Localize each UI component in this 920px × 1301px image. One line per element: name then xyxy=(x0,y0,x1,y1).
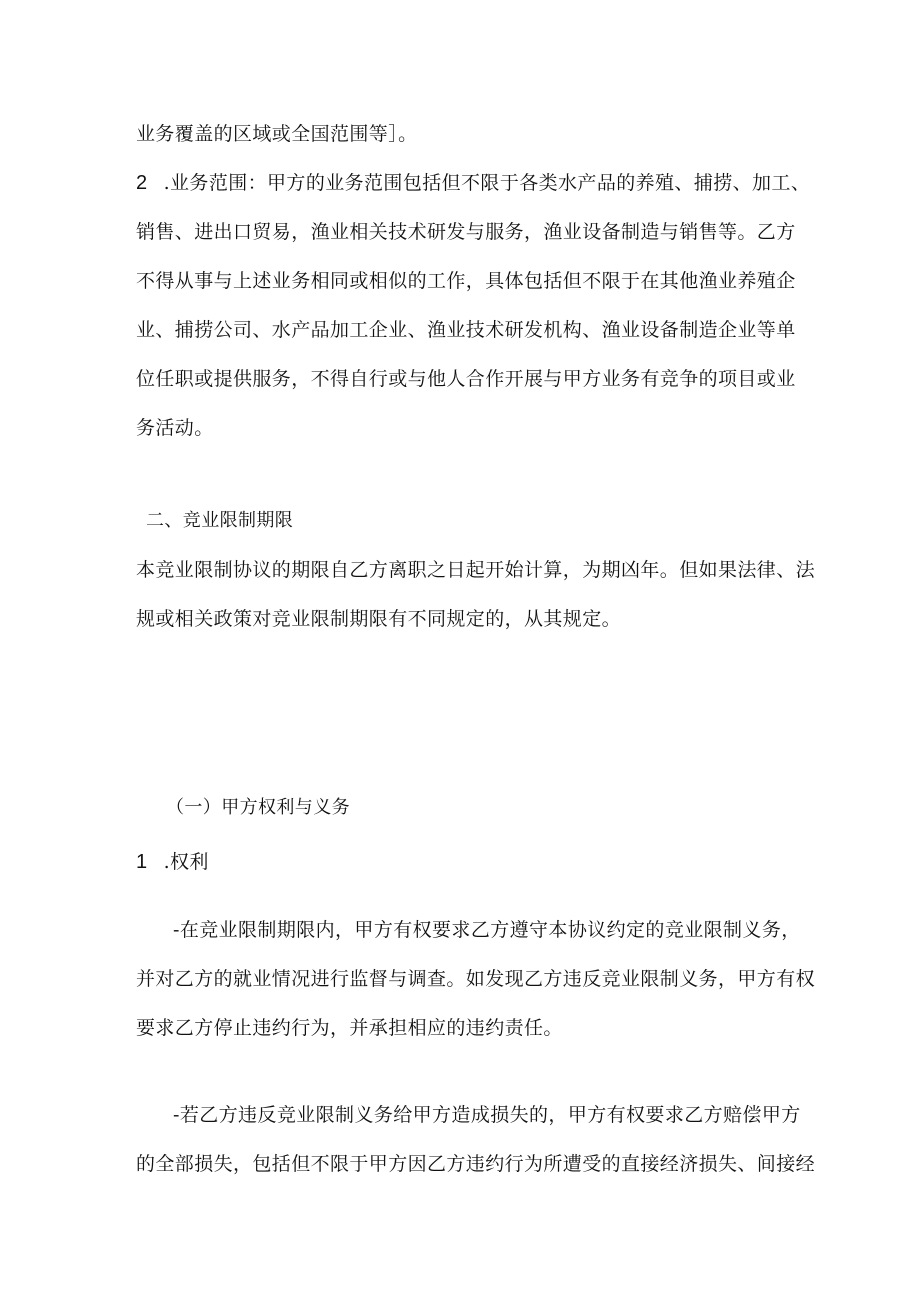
section-heading-party-a: （一）甲方权利与义务 xyxy=(166,797,350,818)
section-heading-term: 二、竞业限制期限 xyxy=(146,510,294,531)
business-scope-line-4: 业、捕捞公司、水产品加工企业、渔业技术研发机构、渔业设备制造企业等单 xyxy=(136,319,796,341)
rights-para1-line-2: 并对乙方的就业情况进行监督与调查。如发现乙方违反竞业限制义务，甲方有权 xyxy=(136,968,816,990)
rights-para2-line-2: 的全部损失，包括但不限于甲方因乙方违约行为所遭受的直接经济损失、间接经 xyxy=(136,1153,816,1175)
term-line-2: 规或相关政策对竞业限制期限有不同规定的，从其规定。 xyxy=(136,608,622,630)
rights-title: .权利 xyxy=(163,851,209,873)
rights-heading xyxy=(136,850,209,874)
item-number: 2 xyxy=(136,172,148,194)
rights-para1-line-3: 要求乙方停止违约行为，并承担相应的违约责任。 xyxy=(136,1017,563,1039)
term-line-1: 本竞业限制协议的期限自乙方离职之日起开始计算，为期凶年。但如果法律、法 xyxy=(136,559,816,581)
rights-para2-line-1: -若乙方违反竞业限制义务给甲方造成损失的，甲方有权要求乙方赔偿甲方 xyxy=(173,1104,801,1126)
business-scope-line-2: 销售、进出口贸易，渔业相关技术研发与服务，渔业设备制造与销售等。乙方 xyxy=(136,221,796,243)
business-scope-line-3: 不得从事与上述业务相同或相似的工作，具体包括但不限于在其他渔业养殖企 xyxy=(136,270,796,292)
business-scope-line-5: 位任职或提供服务，不得自行或与他人合作开展与甲方业务有竞争的项目或业 xyxy=(136,368,796,390)
item-text: .业务范围：甲方的业务范围包括但不限于各类水产品的养殖、捕捞、加工、 xyxy=(163,172,811,194)
rights-number: 1 xyxy=(136,851,148,873)
scope-tail-line: 业务覆盖的区域或全国范围等］。 xyxy=(136,123,418,145)
business-scope-line-1 xyxy=(136,171,810,195)
rights-para1-line-1: -在竞业限制期限内，甲方有权要求乙方遵守本协议约定的竞业限制义务， xyxy=(173,919,801,941)
business-scope-line-6: 务活动。 xyxy=(136,417,214,439)
